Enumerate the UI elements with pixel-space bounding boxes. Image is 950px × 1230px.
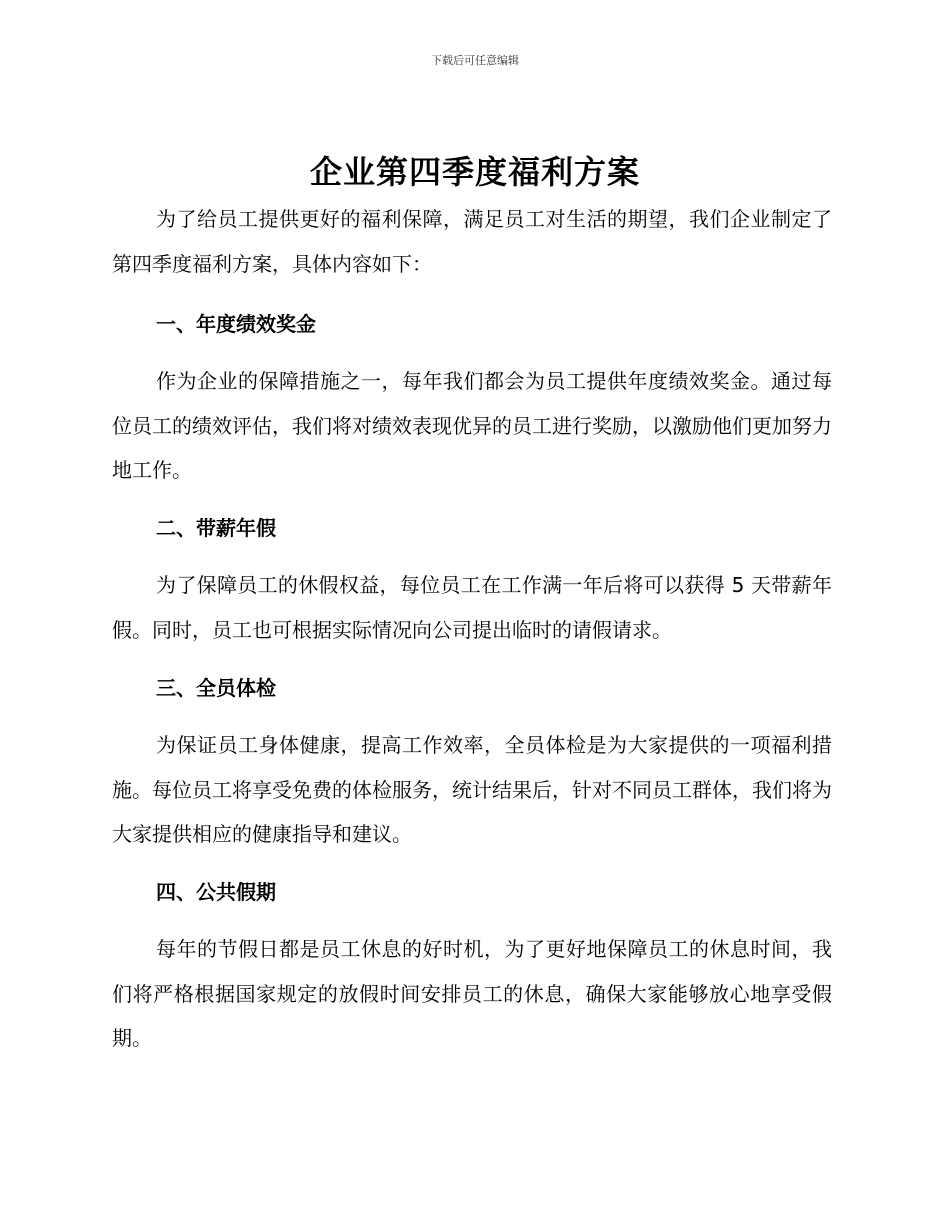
section-heading-paid-leave: 二、带薪年假 — [156, 516, 276, 540]
section-heading-health-check: 三、全员体检 — [156, 676, 276, 700]
section-body-paid-leave: 为了保障员工的休假权益，每位员工在工作满一年后将可以获得 5 天带薪年假。同时，员工也可根据实际情况向公司提出临时的请假请求。 — [112, 573, 832, 642]
section-body-health-check: 为保证员工身体健康，提高工作效率，全员体检是为大家提供的一项福利措施。每位员工将享受免费的体检服务，统计结果后，针对不同员工群体，我们将为大家提供相应的健康指导和建议。 — [112, 733, 832, 846]
section-body-public-holidays: 每年的节假日都是员工休息的好时机，为了更好地保障员工的休息时间，我们将严格根据国家规定的放假时间安排员工的休息，确保大家能够放心地享受假期。 — [112, 937, 832, 1050]
section-body-bonus: 作为企业的保障措施之一，每年我们都会为员工提供年度绩效奖金。通过每位员工的绩效评估，我们将对绩效表现优异的员工进行奖励，以激励他们更加努力地工作。 — [112, 369, 832, 482]
page-header-note: 下载后可任意编辑 — [431, 54, 519, 67]
section-heading-public-holidays: 四、公共假期 — [156, 880, 276, 904]
section-heading-bonus: 一、年度绩效奖金 — [156, 312, 316, 336]
intro-paragraph: 为了给员工提供更好的福利保障，满足员工对生活的期望，我们企业制定了第四季度福利方案，具体内容如下： — [112, 207, 832, 276]
document-title: 企业第四季度福利方案 — [309, 153, 640, 191]
